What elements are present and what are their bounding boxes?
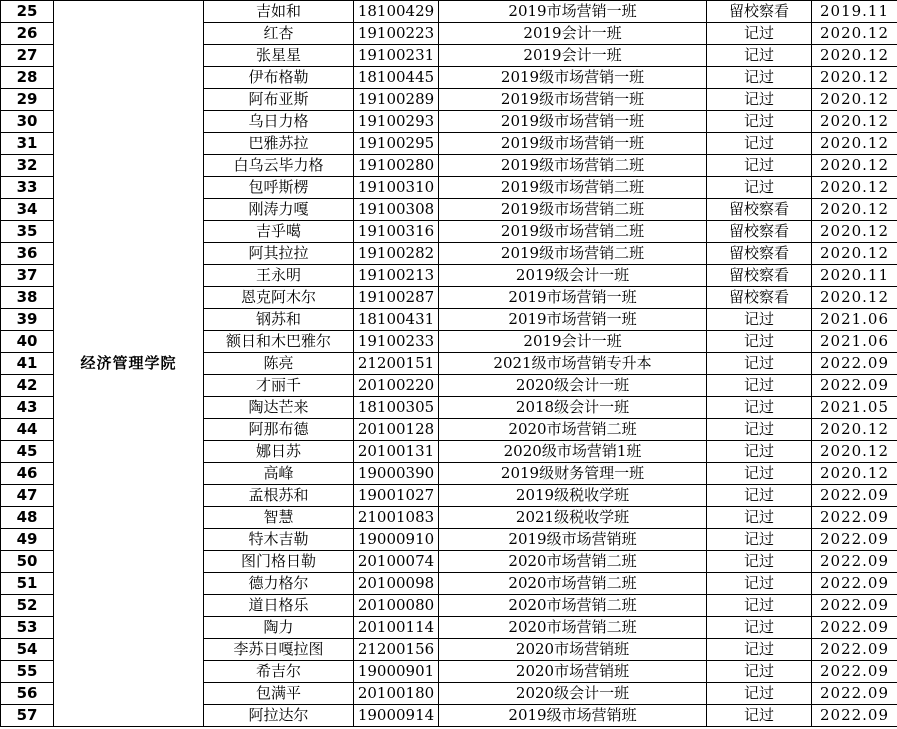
student-id: 19100310 bbox=[354, 177, 439, 199]
class-name: 2019级市场营销二班 bbox=[439, 177, 707, 199]
student-id: 19100293 bbox=[354, 111, 439, 133]
penalty-date: 2021.06 bbox=[812, 331, 897, 353]
row-number: 27 bbox=[1, 45, 54, 67]
row-number: 44 bbox=[1, 419, 54, 441]
student-id: 20100180 bbox=[354, 683, 439, 705]
student-name: 陶达芒来 bbox=[204, 397, 354, 419]
penalty-type: 记过 bbox=[707, 595, 812, 617]
penalty-date: 2020.12 bbox=[812, 133, 897, 155]
row-number: 30 bbox=[1, 111, 54, 133]
penalty-date: 2020.11 bbox=[812, 265, 897, 287]
row-number: 28 bbox=[1, 67, 54, 89]
penalty-type: 记过 bbox=[707, 23, 812, 45]
row-number: 42 bbox=[1, 375, 54, 397]
student-id: 20100114 bbox=[354, 617, 439, 639]
row-number: 36 bbox=[1, 243, 54, 265]
student-id: 18100429 bbox=[354, 1, 439, 23]
student-id: 20100080 bbox=[354, 595, 439, 617]
penalty-type: 记过 bbox=[707, 705, 812, 727]
student-id: 19100316 bbox=[354, 221, 439, 243]
class-name: 2019市场营销一班 bbox=[439, 309, 707, 331]
row-number: 49 bbox=[1, 529, 54, 551]
row-number: 52 bbox=[1, 595, 54, 617]
student-id: 19100223 bbox=[354, 23, 439, 45]
penalty-date: 2022.09 bbox=[812, 683, 897, 705]
student-id: 19100282 bbox=[354, 243, 439, 265]
row-number: 57 bbox=[1, 705, 54, 727]
row-number: 29 bbox=[1, 89, 54, 111]
penalty-date: 2020.12 bbox=[812, 45, 897, 67]
student-id: 20100131 bbox=[354, 441, 439, 463]
student-name: 阿布亚斯 bbox=[204, 89, 354, 111]
row-number: 26 bbox=[1, 23, 54, 45]
penalty-date: 2022.09 bbox=[812, 507, 897, 529]
class-name: 2020市场营销班 bbox=[439, 639, 707, 661]
penalty-date: 2022.09 bbox=[812, 485, 897, 507]
penalty-type: 留校察看 bbox=[707, 1, 812, 23]
penalty-date: 2020.12 bbox=[812, 441, 897, 463]
student-name: 李苏日嘎拉图 bbox=[204, 639, 354, 661]
class-name: 2020级会计一班 bbox=[439, 375, 707, 397]
student-id: 19100280 bbox=[354, 155, 439, 177]
student-id: 20100220 bbox=[354, 375, 439, 397]
penalty-date: 2020.12 bbox=[812, 243, 897, 265]
penalty-type: 记过 bbox=[707, 485, 812, 507]
college-name: 经济管理学院 bbox=[54, 1, 204, 727]
student-id: 19100308 bbox=[354, 199, 439, 221]
student-name: 额日和木巴雅尔 bbox=[204, 331, 354, 353]
row-number: 50 bbox=[1, 551, 54, 573]
student-name: 阿那布德 bbox=[204, 419, 354, 441]
student-id: 19100289 bbox=[354, 89, 439, 111]
class-name: 2019级市场营销班 bbox=[439, 705, 707, 727]
penalty-date: 2022.09 bbox=[812, 661, 897, 683]
class-name: 2019级市场营销一班 bbox=[439, 89, 707, 111]
student-id: 21001083 bbox=[354, 507, 439, 529]
penalty-type: 记过 bbox=[707, 155, 812, 177]
row-number: 53 bbox=[1, 617, 54, 639]
student-name: 乌日力格 bbox=[204, 111, 354, 133]
row-number: 35 bbox=[1, 221, 54, 243]
student-name: 德力格尔 bbox=[204, 573, 354, 595]
row-number: 25 bbox=[1, 1, 54, 23]
class-name: 2018级会计一班 bbox=[439, 397, 707, 419]
penalty-date: 2020.12 bbox=[812, 177, 897, 199]
student-name: 陶力 bbox=[204, 617, 354, 639]
penalty-date: 2020.12 bbox=[812, 419, 897, 441]
student-name: 图门格日勒 bbox=[204, 551, 354, 573]
student-name: 吉乎噶 bbox=[204, 221, 354, 243]
student-name: 娜日苏 bbox=[204, 441, 354, 463]
penalty-date: 2020.12 bbox=[812, 155, 897, 177]
row-number: 37 bbox=[1, 265, 54, 287]
penalty-date: 2022.09 bbox=[812, 375, 897, 397]
student-id: 20100128 bbox=[354, 419, 439, 441]
penalty-date: 2020.12 bbox=[812, 221, 897, 243]
penalty-type: 记过 bbox=[707, 529, 812, 551]
penalty-type: 记过 bbox=[707, 309, 812, 331]
row-number: 39 bbox=[1, 309, 54, 331]
penalty-date: 2022.09 bbox=[812, 639, 897, 661]
row-number: 54 bbox=[1, 639, 54, 661]
row-number: 31 bbox=[1, 133, 54, 155]
student-id: 21200151 bbox=[354, 353, 439, 375]
student-name: 张星星 bbox=[204, 45, 354, 67]
row-number: 46 bbox=[1, 463, 54, 485]
student-name: 陈亮 bbox=[204, 353, 354, 375]
penalty-type: 记过 bbox=[707, 441, 812, 463]
class-name: 2019级市场营销一班 bbox=[439, 67, 707, 89]
class-name: 2020市场营销二班 bbox=[439, 573, 707, 595]
class-name: 2020级市场营销1班 bbox=[439, 441, 707, 463]
student-name: 阿拉达尔 bbox=[204, 705, 354, 727]
penalty-type: 记过 bbox=[707, 375, 812, 397]
table-body bbox=[1, 1, 897, 727]
penalty-type: 记过 bbox=[707, 573, 812, 595]
penalty-type: 记过 bbox=[707, 507, 812, 529]
student-name: 吉如和 bbox=[204, 1, 354, 23]
student-id: 19100287 bbox=[354, 287, 439, 309]
penalty-type: 记过 bbox=[707, 661, 812, 683]
student-id: 20100098 bbox=[354, 573, 439, 595]
row-number: 41 bbox=[1, 353, 54, 375]
penalty-type: 记过 bbox=[707, 133, 812, 155]
penalty-type: 记过 bbox=[707, 683, 812, 705]
student-id: 19000910 bbox=[354, 529, 439, 551]
student-id: 18100445 bbox=[354, 67, 439, 89]
penalty-date: 2020.12 bbox=[812, 67, 897, 89]
penalty-type: 记过 bbox=[707, 639, 812, 661]
penalty-date: 2020.12 bbox=[812, 89, 897, 111]
penalty-type: 记过 bbox=[707, 353, 812, 375]
penalty-date: 2020.12 bbox=[812, 111, 897, 133]
penalty-type: 记过 bbox=[707, 177, 812, 199]
row-number: 55 bbox=[1, 661, 54, 683]
penalty-date: 2022.09 bbox=[812, 551, 897, 573]
penalty-type: 记过 bbox=[707, 617, 812, 639]
class-name: 2019会计一班 bbox=[439, 23, 707, 45]
penalty-type: 留校察看 bbox=[707, 265, 812, 287]
class-name: 2020市场营销二班 bbox=[439, 617, 707, 639]
student-name: 王永明 bbox=[204, 265, 354, 287]
penalty-type: 记过 bbox=[707, 45, 812, 67]
class-name: 2019级市场营销二班 bbox=[439, 243, 707, 265]
row-number: 34 bbox=[1, 199, 54, 221]
student-id: 19000914 bbox=[354, 705, 439, 727]
penalty-date: 2020.12 bbox=[812, 23, 897, 45]
class-name: 2021级市场营销专升本 bbox=[439, 353, 707, 375]
penalty-date: 2020.12 bbox=[812, 199, 897, 221]
student-id: 19000390 bbox=[354, 463, 439, 485]
penalty-date: 2021.06 bbox=[812, 309, 897, 331]
table-row bbox=[1, 1, 897, 23]
class-name: 2019级市场营销一班 bbox=[439, 133, 707, 155]
student-id: 21200156 bbox=[354, 639, 439, 661]
row-number: 47 bbox=[1, 485, 54, 507]
penalty-date: 2022.09 bbox=[812, 705, 897, 727]
penalty-date: 2021.05 bbox=[812, 397, 897, 419]
student-id: 19100233 bbox=[354, 331, 439, 353]
class-name: 2019级市场营销二班 bbox=[439, 155, 707, 177]
class-name: 2020市场营销班 bbox=[439, 661, 707, 683]
student-name: 阿其拉拉 bbox=[204, 243, 354, 265]
class-name: 2019级市场营销班 bbox=[439, 529, 707, 551]
student-name: 特木吉勒 bbox=[204, 529, 354, 551]
penalty-type: 记过 bbox=[707, 89, 812, 111]
penalty-type: 记过 bbox=[707, 463, 812, 485]
row-number: 33 bbox=[1, 177, 54, 199]
row-number: 51 bbox=[1, 573, 54, 595]
student-id: 18100431 bbox=[354, 309, 439, 331]
student-name: 孟根苏和 bbox=[204, 485, 354, 507]
student-id: 19001027 bbox=[354, 485, 439, 507]
row-number: 40 bbox=[1, 331, 54, 353]
row-number: 48 bbox=[1, 507, 54, 529]
student-id: 19100231 bbox=[354, 45, 439, 67]
student-name: 才丽千 bbox=[204, 375, 354, 397]
penalty-type: 留校察看 bbox=[707, 243, 812, 265]
class-name: 2019级市场营销二班 bbox=[439, 221, 707, 243]
row-number: 32 bbox=[1, 155, 54, 177]
class-name: 2020级会计一班 bbox=[439, 683, 707, 705]
class-name: 2019级市场营销二班 bbox=[439, 199, 707, 221]
class-name: 2019市场营销一班 bbox=[439, 1, 707, 23]
class-name: 2019会计一班 bbox=[439, 331, 707, 353]
student-name: 白乌云毕力格 bbox=[204, 155, 354, 177]
class-name: 2019会计一班 bbox=[439, 45, 707, 67]
student-id: 19100213 bbox=[354, 265, 439, 287]
class-name: 2020市场营销二班 bbox=[439, 551, 707, 573]
penalty-date: 2020.12 bbox=[812, 287, 897, 309]
class-name: 2021级税收学班 bbox=[439, 507, 707, 529]
student-name: 刚涛力嘎 bbox=[204, 199, 354, 221]
penalty-type: 记过 bbox=[707, 111, 812, 133]
penalty-date: 2019.11 bbox=[812, 1, 897, 23]
penalty-type: 记过 bbox=[707, 331, 812, 353]
class-name: 2020市场营销二班 bbox=[439, 419, 707, 441]
class-name: 2019级市场营销一班 bbox=[439, 111, 707, 133]
penalty-date: 2022.09 bbox=[812, 617, 897, 639]
class-name: 2019市场营销一班 bbox=[439, 287, 707, 309]
student-name: 伊布格勒 bbox=[204, 67, 354, 89]
penalty-type: 记过 bbox=[707, 67, 812, 89]
student-id: 19100295 bbox=[354, 133, 439, 155]
penalty-date: 2022.09 bbox=[812, 353, 897, 375]
penalty-type: 留校察看 bbox=[707, 221, 812, 243]
class-name: 2019级税收学班 bbox=[439, 485, 707, 507]
penalty-date: 2022.09 bbox=[812, 595, 897, 617]
student-name: 高峰 bbox=[204, 463, 354, 485]
student-name: 希吉尔 bbox=[204, 661, 354, 683]
student-name: 钢苏和 bbox=[204, 309, 354, 331]
student-name: 红杏 bbox=[204, 23, 354, 45]
class-name: 2020市场营销二班 bbox=[439, 595, 707, 617]
student-name: 恩克阿木尔 bbox=[204, 287, 354, 309]
row-number: 38 bbox=[1, 287, 54, 309]
penalty-type: 留校察看 bbox=[707, 287, 812, 309]
student-id: 18100305 bbox=[354, 397, 439, 419]
penalty-type: 留校察看 bbox=[707, 199, 812, 221]
student-name: 巴雅苏拉 bbox=[204, 133, 354, 155]
penalty-date: 2020.12 bbox=[812, 463, 897, 485]
student-name: 智慧 bbox=[204, 507, 354, 529]
penalty-type: 记过 bbox=[707, 551, 812, 573]
class-name: 2019级会计一班 bbox=[439, 265, 707, 287]
student-id: 20100074 bbox=[354, 551, 439, 573]
student-name: 包满平 bbox=[204, 683, 354, 705]
row-number: 56 bbox=[1, 683, 54, 705]
penalty-type: 记过 bbox=[707, 397, 812, 419]
student-id: 19000901 bbox=[354, 661, 439, 683]
penalty-type: 记过 bbox=[707, 419, 812, 441]
penalty-date: 2022.09 bbox=[812, 573, 897, 595]
student-name: 包呼斯楞 bbox=[204, 177, 354, 199]
class-name: 2019级财务管理一班 bbox=[439, 463, 707, 485]
row-number: 45 bbox=[1, 441, 54, 463]
row-number: 43 bbox=[1, 397, 54, 419]
student-name: 道日格乐 bbox=[204, 595, 354, 617]
penalty-date: 2022.09 bbox=[812, 529, 897, 551]
